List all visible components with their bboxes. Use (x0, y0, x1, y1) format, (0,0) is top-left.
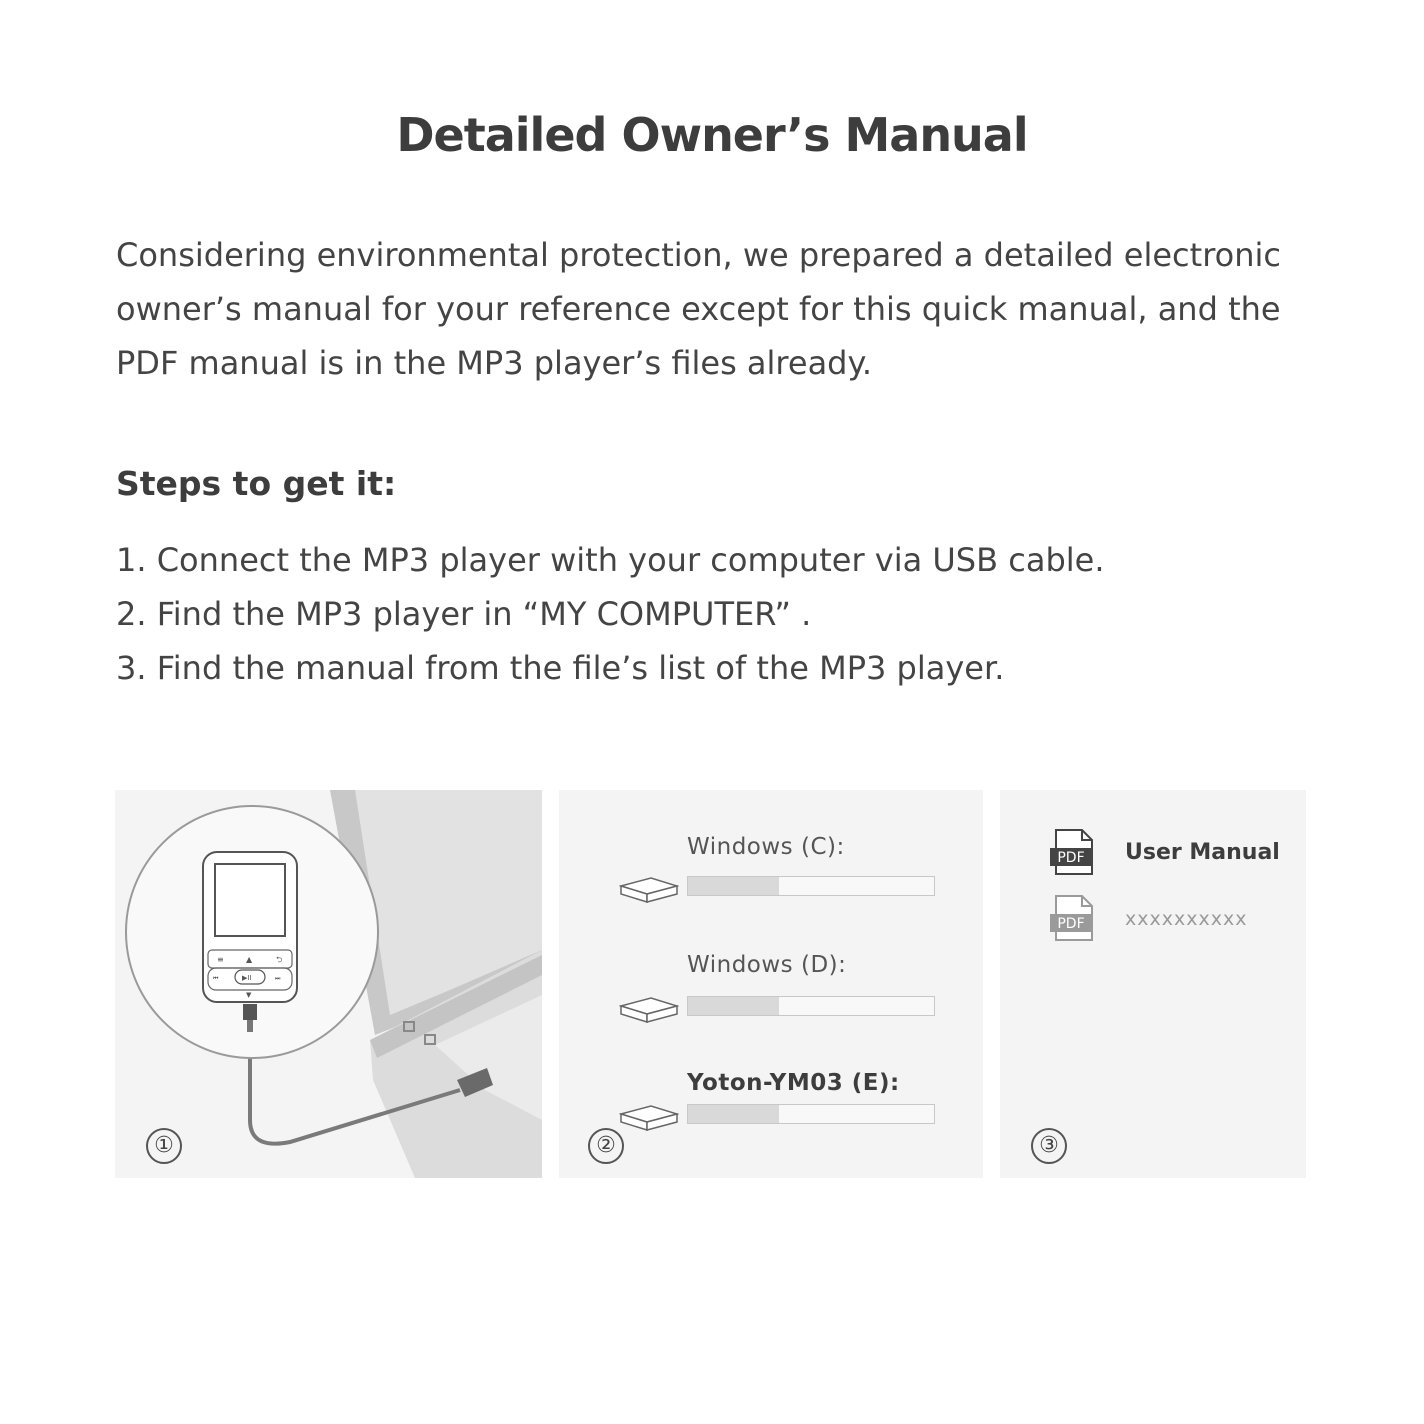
mp3-player-screen (215, 864, 285, 936)
pdf-file-icon (1048, 828, 1098, 876)
up-key-icon: ▲ (246, 955, 253, 964)
play-pause-key-icon: ▶II (242, 974, 252, 982)
drive-label-d: Windows (D): (687, 952, 847, 978)
usb-connector (243, 1004, 257, 1020)
hard-drive-icon (619, 994, 679, 1026)
drive-usage-bar-d (687, 996, 935, 1016)
drive-usage-bar-e (687, 1104, 935, 1124)
illustration-my-computer (559, 790, 983, 1178)
pdf-badge-text: PDF (1057, 916, 1085, 932)
step-number-3: ③ (1031, 1128, 1067, 1164)
back-key-icon: ⮌ (276, 955, 283, 964)
drive-usage-fill-e (688, 1105, 779, 1123)
usb-drive-icon (619, 1102, 679, 1134)
step-item-1: 1. Connect the MP3 player with your computer via USB cable. (116, 541, 1105, 579)
drive-label-e: Yoton-YM03 (E): (687, 1070, 900, 1096)
laptop-usb-illustration (115, 790, 542, 1178)
step-item-3: 3. Find the manual from the file’s list of the MP3 player. (116, 649, 1005, 687)
intro-paragraph: Considering environmental protection, we prepared a detailed electronic owner’s manual for your reference except for this quick manual, and the PDF manual is in the MP3 player’s files already. (116, 236, 1281, 382)
file-label-placeholder: xxxxxxxxxx (1125, 908, 1248, 930)
menu-key-icon: ≡ (217, 955, 224, 964)
usb-connector-neck (247, 1020, 253, 1032)
page-title: Detailed Owner’s Manual (396, 108, 1028, 162)
next-key-icon: ⏭ (275, 975, 281, 982)
drive-label-c: Windows (C): (687, 834, 845, 860)
illustration-connect-usb (115, 790, 542, 1178)
prev-key-icon: ⏮ (213, 975, 219, 982)
step-item-2: 2. Find the MP3 player in “MY COMPUTER” . (116, 595, 812, 633)
step-number-2: ② (588, 1128, 624, 1164)
drive-usage-bar-c (687, 876, 935, 896)
file-label-user-manual: User Manual (1125, 840, 1280, 865)
down-key-icon: ▼ (246, 991, 252, 999)
drive-usage-fill-c (688, 877, 779, 895)
steps-heading: Steps to get it: (116, 464, 397, 503)
hard-drive-icon (619, 874, 679, 906)
pdf-badge-text: PDF (1057, 850, 1085, 866)
steps-list (116, 533, 1316, 695)
step-number-1: ① (146, 1128, 182, 1164)
drive-usage-fill-d (688, 997, 779, 1015)
pdf-file-icon (1048, 894, 1098, 942)
illustration-file-list (1000, 790, 1306, 1178)
